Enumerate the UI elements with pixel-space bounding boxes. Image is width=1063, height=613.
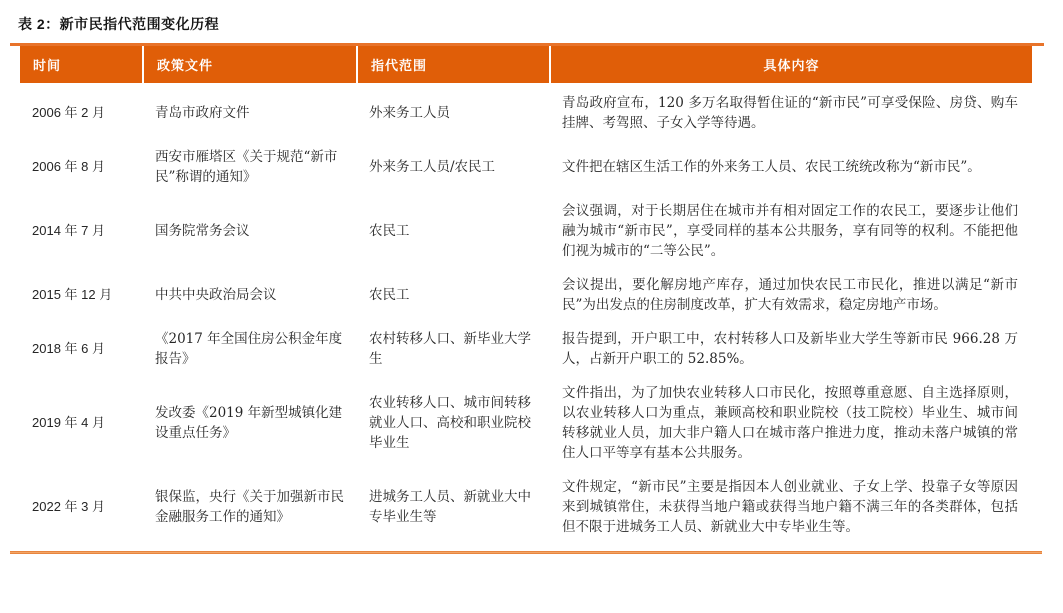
cell-time: 2006 年 8 月 — [32, 159, 105, 174]
cell-scope: 外来务工人员 — [369, 105, 450, 121]
header-cell-content: 具体内容 — [550, 46, 1032, 83]
table-row — [20, 140, 1032, 194]
cell-time: 2006 年 2 月 — [32, 105, 105, 120]
header-cell-document: 政策文件 — [143, 46, 357, 83]
cell-time: 2022 年 3 月 — [32, 499, 105, 514]
table-row — [20, 83, 1032, 140]
policy-table — [20, 46, 1032, 544]
cell-document: 中共中央政治局会议 — [155, 287, 277, 303]
cell-document: 银保监，央行《关于加强新市民金融服务工作的通知》 — [155, 489, 344, 525]
table-header — [20, 46, 1032, 83]
cell-content: 文件指出，为了加快农业转移人口市民化，按照尊重意愿、自主选择原则，以农业转移人口为重点，兼顾高校和职业院校（技工院校）毕业生、城市间转移就业人员，加大非户籍人口在城市落户推进力度，推动未落户城镇的常住人口平等享有基本公共服务。 — [562, 385, 1018, 461]
cell-content: 报告提到，开户职工中，农村转移人口及新毕业大学生等新市民 966.28 万人，占新开户职工的 52.85%。 — [562, 331, 1018, 367]
cell-scope: 农业转移人口、城市间转移就业人口、高校和职业院校毕业生 — [369, 395, 531, 451]
cell-time: 2018 年 6 月 — [32, 341, 105, 356]
table-row — [20, 322, 1032, 376]
header-cell-time: 时间 — [20, 46, 143, 83]
cell-document: 发改委《2019 年新型城镇化建设重点任务》 — [155, 405, 343, 441]
cell-scope: 农民工 — [369, 223, 410, 239]
cell-time: 2019 年 4 月 — [32, 415, 105, 430]
cell-document: 国务院常务会议 — [155, 223, 250, 239]
cell-scope: 外来务工人员/农民工 — [369, 159, 496, 175]
table-row — [20, 268, 1032, 322]
cell-content: 会议强调，对于长期居住在城市并有相对固定工作的农民工，要逐步让他们融为城市“新市民”，享受同样的基本公共服务，享有同等的权利。不能把他们视为城市的“二等公民”。 — [562, 203, 1018, 259]
cell-content: 青岛政府宣布，120 多万名取得暂住证的“新市民”可享受保险、房贷、购车挂牌、考驾照、子女入学等待遇。 — [562, 95, 1018, 131]
table-row — [20, 470, 1032, 544]
table-row — [20, 194, 1032, 268]
header-cell-scope: 指代范围 — [357, 46, 550, 83]
table-area — [10, 43, 1044, 554]
table-bottom-rule — [10, 551, 1042, 554]
cell-document: 青岛市政府文件 — [155, 105, 250, 121]
cell-time: 2015 年 12 月 — [32, 287, 113, 302]
cell-scope: 农民工 — [369, 287, 410, 303]
cell-time: 2014 年 7 月 — [32, 223, 105, 238]
cell-document: 《2017 年全国住房公积金年度报告》 — [155, 331, 343, 367]
cell-content: 会议提出，要化解房地产库存，通过加快农民工市民化，推进以满足“新市民”为出发点的住房制度改革，扩大有效需求，稳定房地产市场。 — [562, 277, 1018, 313]
cell-content: 文件把在辖区生活工作的外来务工人员、农民工统统改称为“新市民”。 — [562, 159, 981, 175]
header-row — [20, 46, 1032, 83]
cell-scope: 农村转移人口、新毕业大学生 — [369, 331, 531, 367]
cell-content: 文件规定，“新市民”主要是指因本人创业就业、子女上学、投靠子女等原因来到城镇常住，未获得当地户籍或获得当地户籍不满三年的各类群体，包括但不限于进城务工人员、新就业大中专毕业生等。 — [562, 479, 1018, 535]
table-title: 表 2：新市民指代范围变化历程 — [18, 16, 220, 32]
table-row — [20, 376, 1032, 470]
cell-scope: 进城务工人员、新就业大中专毕业生等 — [369, 489, 531, 525]
policy-table-body — [20, 83, 1032, 544]
cell-document: 西安市雁塔区《关于规范“新市民”称谓的通知》 — [155, 149, 338, 185]
